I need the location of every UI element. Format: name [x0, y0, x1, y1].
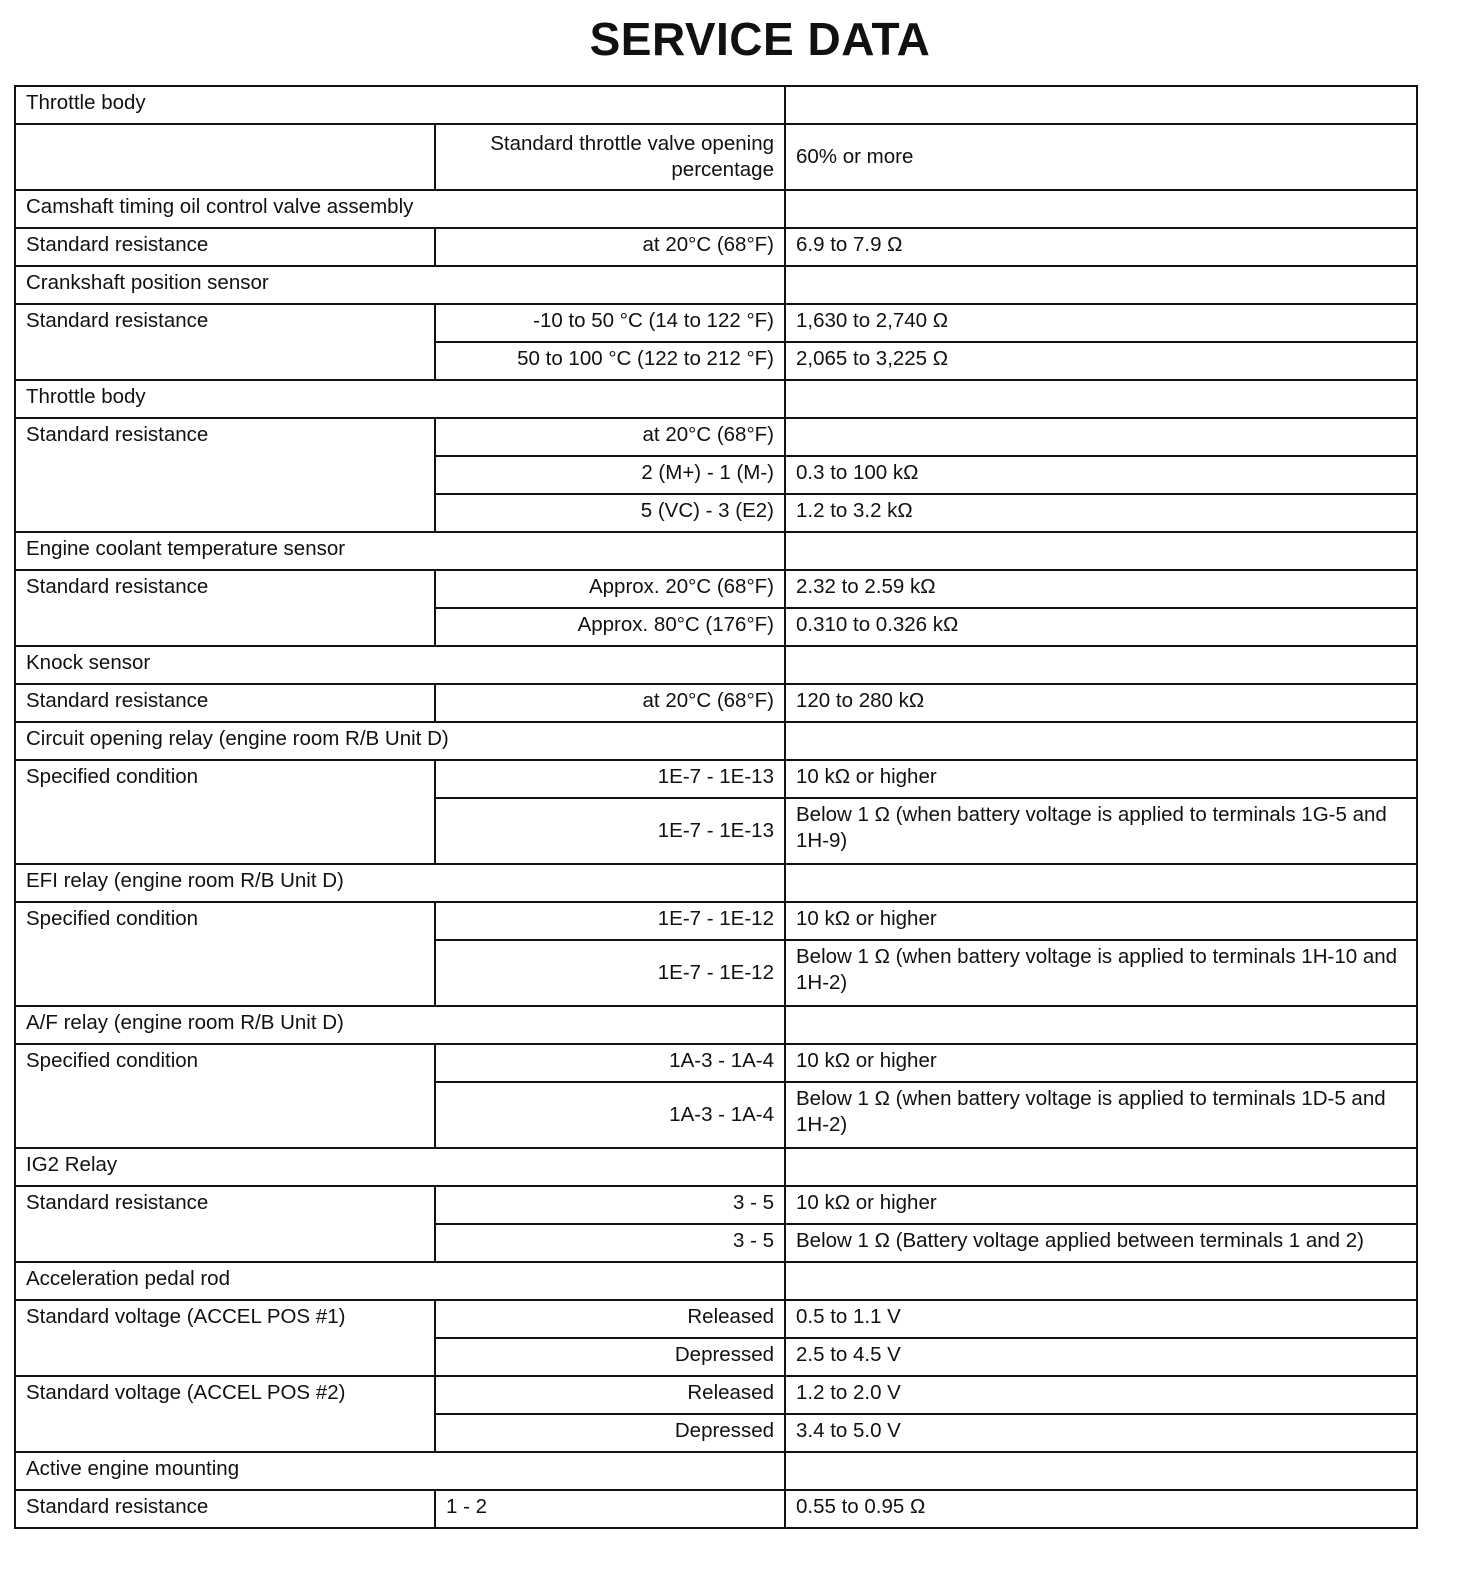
section-value-empty [785, 86, 1417, 124]
spec-value: 10 kΩ or higher [785, 1186, 1417, 1224]
condition-cell: Depressed [435, 1338, 785, 1376]
condition-cell: -10 to 50 °C (14 to 122 °F) [435, 304, 785, 342]
item-name: Standard resistance [15, 570, 435, 646]
section-label: EFI relay (engine room R/B Unit D) [15, 864, 785, 902]
condition-cell: 5 (VC) - 3 (E2) [435, 494, 785, 532]
table-row [15, 684, 1417, 722]
section-value-empty [785, 1262, 1417, 1300]
section-row [15, 1006, 1417, 1044]
table-row [15, 418, 1417, 456]
table-row [15, 570, 1417, 608]
condition-cell: Approx. 20°C (68°F) [435, 570, 785, 608]
section-row [15, 1148, 1417, 1186]
section-row [15, 864, 1417, 902]
spec-value: 0.3 to 100 kΩ [785, 456, 1417, 494]
table-row [15, 1044, 1417, 1082]
section-label: Circuit opening relay (engine room R/B Unit D) [15, 722, 785, 760]
spec-value: Below 1 Ω (when battery voltage is applied to terminals 1G-5 and 1H-9) [785, 798, 1417, 864]
condition-cell: 3 - 5 [435, 1224, 785, 1262]
item-name: Standard resistance [15, 418, 435, 532]
section-value-empty [785, 380, 1417, 418]
spec-value: 10 kΩ or higher [785, 760, 1417, 798]
table-row [15, 1186, 1417, 1224]
spec-value: 1,630 to 2,740 Ω [785, 304, 1417, 342]
section-value-empty [785, 864, 1417, 902]
section-value-empty [785, 1006, 1417, 1044]
table-row [15, 902, 1417, 940]
table-row [15, 1376, 1417, 1414]
spec-value: 60% or more [785, 124, 1417, 190]
section-row [15, 380, 1417, 418]
table-row [15, 1300, 1417, 1338]
section-value-empty [785, 1148, 1417, 1186]
condition-cell: at 20°C (68°F) [435, 228, 785, 266]
table-row [15, 760, 1417, 798]
item-name: Specified condition [15, 902, 435, 1006]
condition-cell: 1 - 2 [435, 1490, 785, 1528]
condition-cell: Released [435, 1300, 785, 1338]
spec-value [785, 418, 1417, 456]
section-label: Throttle body [15, 380, 785, 418]
table-row [15, 1490, 1417, 1528]
condition-cell: 1E-7 - 1E-12 [435, 940, 785, 1006]
spec-value: 120 to 280 kΩ [785, 684, 1417, 722]
spec-value: 1.2 to 2.0 V [785, 1376, 1417, 1414]
item-name: Standard resistance [15, 1490, 435, 1528]
spec-value: Below 1 Ω (when battery voltage is applied to terminals 1H-10 and 1H-2) [785, 940, 1417, 1006]
spec-value: Below 1 Ω (Battery voltage applied between terminals 1 and 2) [785, 1224, 1417, 1262]
item-name: Standard resistance [15, 304, 435, 380]
spec-value: 0.55 to 0.95 Ω [785, 1490, 1417, 1528]
section-row [15, 646, 1417, 684]
page-title: SERVICE DATA [589, 13, 931, 65]
item-name: Standard resistance [15, 684, 435, 722]
section-row [15, 190, 1417, 228]
condition-cell: Standard throttle valve opening percentage [435, 124, 785, 190]
table-row [15, 228, 1417, 266]
section-label: Acceleration pedal rod [15, 1262, 785, 1300]
spec-value: Below 1 Ω (when battery voltage is applied to terminals 1D-5 and 1H-2) [785, 1082, 1417, 1148]
condition-cell: Released [435, 1376, 785, 1414]
table-row [15, 304, 1417, 342]
section-label: Knock sensor [15, 646, 785, 684]
item-name: Specified condition [15, 760, 435, 864]
condition-cell: 1A-3 - 1A-4 [435, 1044, 785, 1082]
spec-value: 1.2 to 3.2 kΩ [785, 494, 1417, 532]
spec-value: 2,065 to 3,225 Ω [785, 342, 1417, 380]
section-label: Crankshaft position sensor [15, 266, 785, 304]
section-row [15, 722, 1417, 760]
condition-cell: Depressed [435, 1414, 785, 1452]
section-value-empty [785, 646, 1417, 684]
section-label: Camshaft timing oil control valve assembly [15, 190, 785, 228]
condition-cell: 3 - 5 [435, 1186, 785, 1224]
section-value-empty [785, 1452, 1417, 1490]
section-value-empty [785, 532, 1417, 570]
spec-value: 2.5 to 4.5 V [785, 1338, 1417, 1376]
section-row [15, 1452, 1417, 1490]
condition-cell: 1A-3 - 1A-4 [435, 1082, 785, 1148]
section-label: Throttle body [15, 86, 785, 124]
section-row [15, 86, 1417, 124]
condition-cell: Approx. 80°C (176°F) [435, 608, 785, 646]
section-label: A/F relay (engine room R/B Unit D) [15, 1006, 785, 1044]
spec-value: 10 kΩ or higher [785, 902, 1417, 940]
table-row [15, 124, 1417, 190]
item-name: Specified condition [15, 1044, 435, 1148]
section-value-empty [785, 266, 1417, 304]
section-row [15, 1262, 1417, 1300]
section-value-empty [785, 190, 1417, 228]
spec-value: 3.4 to 5.0 V [785, 1414, 1417, 1452]
condition-cell: 1E-7 - 1E-13 [435, 798, 785, 864]
item-name: Standard voltage (ACCEL POS #1) [15, 1300, 435, 1376]
spec-value: 2.32 to 2.59 kΩ [785, 570, 1417, 608]
condition-cell: 1E-7 - 1E-12 [435, 902, 785, 940]
service-data-table [14, 85, 1418, 1529]
section-row [15, 532, 1417, 570]
condition-cell: at 20°C (68°F) [435, 418, 785, 456]
condition-cell: 1E-7 - 1E-13 [435, 760, 785, 798]
section-label: Active engine mounting [15, 1452, 785, 1490]
section-value-empty [785, 722, 1417, 760]
item-name [15, 124, 435, 190]
item-name: Standard resistance [15, 1186, 435, 1262]
spec-value: 6.9 to 7.9 Ω [785, 228, 1417, 266]
section-label: Engine coolant temperature sensor [15, 532, 785, 570]
item-name: Standard resistance [15, 228, 435, 266]
spec-value: 0.5 to 1.1 V [785, 1300, 1417, 1338]
condition-cell: 50 to 100 °C (122 to 212 °F) [435, 342, 785, 380]
condition-cell: 2 (M+) - 1 (M-) [435, 456, 785, 494]
spec-value: 10 kΩ or higher [785, 1044, 1417, 1082]
item-name: Standard voltage (ACCEL POS #2) [15, 1376, 435, 1452]
section-label: IG2 Relay [15, 1148, 785, 1186]
condition-cell: at 20°C (68°F) [435, 684, 785, 722]
section-row [15, 266, 1417, 304]
spec-value: 0.310 to 0.326 kΩ [785, 608, 1417, 646]
